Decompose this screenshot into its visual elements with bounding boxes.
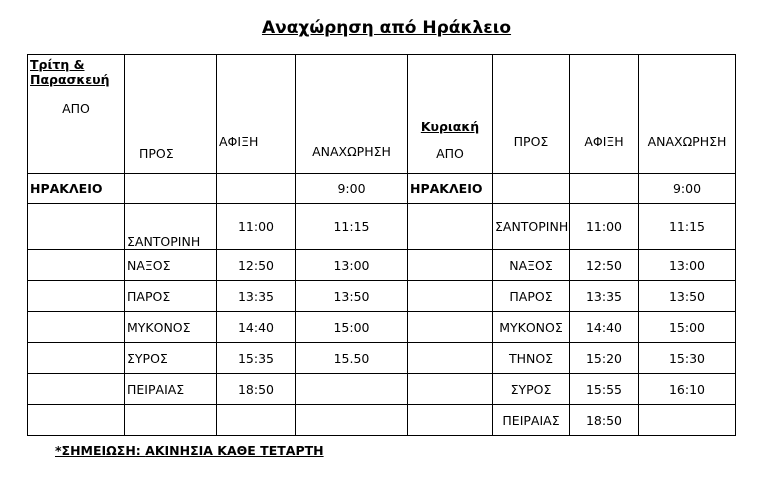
right-arrival-cell: 14:40 (570, 312, 639, 343)
left-arrival-cell: 13:35 (217, 281, 296, 312)
left-departure-cell: 9:00 (296, 174, 408, 204)
left-departure-cell: 15.50 (296, 343, 408, 374)
right-day-label: Κυριακή (420, 119, 480, 134)
left-from-cell (28, 343, 125, 374)
footnote (55, 443, 324, 458)
left-from-cell: ΗΡΑΚΛΕΙΟ (28, 174, 125, 204)
left-arrival-cell: 15:35 (217, 343, 296, 374)
left-from-cell (28, 204, 125, 250)
right-arrival-cell: 12:50 (570, 250, 639, 281)
left-departure-cell: 13:00 (296, 250, 408, 281)
left-to-cell: ΣΥΡΟΣ (125, 343, 217, 374)
right-departure-cell: 16:10 (639, 374, 736, 405)
right-from-cell: ΗΡΑΚΛΕΙΟ (408, 174, 493, 204)
right-arrival-cell: 15:55 (570, 374, 639, 405)
left-departure-cell: 15:00 (296, 312, 408, 343)
right-from-cell (408, 312, 493, 343)
right-to-cell: ΣΥΡΟΣ (493, 374, 570, 405)
right-arrival-cell: 15:20 (570, 343, 639, 374)
left-from-cell (28, 281, 125, 312)
right-to-cell (493, 174, 570, 204)
left-from-header: ΑΠΟ (62, 101, 90, 116)
left-to-cell (125, 405, 217, 436)
header-row (28, 55, 736, 174)
footnote-prefix: *ΣΗΜΕΙΩΣΗ: (55, 443, 146, 458)
left-departure-cell: 13:50 (296, 281, 408, 312)
left-arrival-cell: 18:50 (217, 374, 296, 405)
right-arrival-cell: 11:00 (570, 204, 639, 250)
right-departure-cell: 13:00 (639, 250, 736, 281)
right-arrival-header: ΑΦΙΞΗ (570, 55, 639, 174)
right-to-cell: ΝΑΞΟΣ (493, 250, 570, 281)
left-arrival-header: ΑΦΙΞΗ (217, 55, 296, 174)
right-arrival-cell: 18:50 (570, 405, 639, 436)
right-to-cell: ΤΗΝΟΣ (493, 343, 570, 374)
right-from-header: ΑΠΟ (436, 146, 464, 161)
left-departure-header: ΑΝΑΧΩΡΗΣΗ (296, 55, 408, 174)
left-to-cell (125, 174, 217, 204)
footnote-text: ΑΚΙΝΗΣΙΑ ΚΑΘΕ ΤΕΤΑΡΤΗ (145, 443, 324, 458)
right-departure-cell (639, 405, 736, 436)
left-departure-cell (296, 374, 408, 405)
table-row (28, 312, 736, 343)
left-to-cell: ΠΑΡΟΣ (125, 281, 217, 312)
left-from-cell (28, 374, 125, 405)
left-to-cell: ΠΕΙΡΑΙΑΣ (125, 374, 217, 405)
right-departure-header: ΑΝΑΧΩΡΗΣΗ (639, 55, 736, 174)
left-arrival-cell (217, 405, 296, 436)
right-to-header: ΠΡΟΣ (493, 55, 570, 174)
left-from-cell (28, 312, 125, 343)
table-row (28, 250, 736, 281)
left-arrival-cell (217, 174, 296, 204)
table-row (28, 405, 736, 436)
right-to-cell: ΠΑΡΟΣ (493, 281, 570, 312)
right-arrival-cell (570, 174, 639, 204)
left-arrival-cell: 11:00 (217, 204, 296, 250)
left-departure-cell: 11:15 (296, 204, 408, 250)
table-row (28, 343, 736, 374)
left-to-cell: ΝΑΞΟΣ (125, 250, 217, 281)
right-departure-cell: 15:00 (639, 312, 736, 343)
right-departure-cell: 9:00 (639, 174, 736, 204)
table-row (28, 281, 736, 312)
right-departure-cell: 11:15 (639, 204, 736, 250)
page-title: Αναχώρηση από Ηράκλειο (261, 18, 512, 38)
left-arrival-cell: 14:40 (217, 312, 296, 343)
right-from-cell (408, 204, 493, 250)
right-arrival-cell: 13:35 (570, 281, 639, 312)
right-departure-cell: 13:50 (639, 281, 736, 312)
right-to-cell: ΣΑΝΤΟΡΙΝΗ (493, 204, 570, 250)
left-to-cell: ΜΥΚΟΝΟΣ (125, 312, 217, 343)
left-arrival-cell: 12:50 (217, 250, 296, 281)
left-from-cell (28, 250, 125, 281)
table-row (28, 174, 736, 204)
right-to-cell: ΠΕΙΡΑΙΑΣ (493, 405, 570, 436)
table-row (28, 374, 736, 405)
left-day-header (28, 55, 125, 174)
table-row (28, 204, 736, 250)
schedule-table (27, 54, 736, 436)
right-to-cell: ΜΥΚΟΝΟΣ (493, 312, 570, 343)
left-to-cell: ΣΑΝΤΟΡΙΝΗ (125, 204, 217, 250)
right-departure-cell: 15:30 (639, 343, 736, 374)
right-from-cell (408, 250, 493, 281)
right-from-cell (408, 405, 493, 436)
left-day-label: Τρίτη & Παρασκευή (30, 57, 110, 87)
left-to-header: ΠΡΟΣ (125, 55, 217, 174)
left-from-cell (28, 405, 125, 436)
right-from-cell (408, 343, 493, 374)
left-departure-cell (296, 405, 408, 436)
right-from-cell (408, 281, 493, 312)
right-from-cell (408, 374, 493, 405)
